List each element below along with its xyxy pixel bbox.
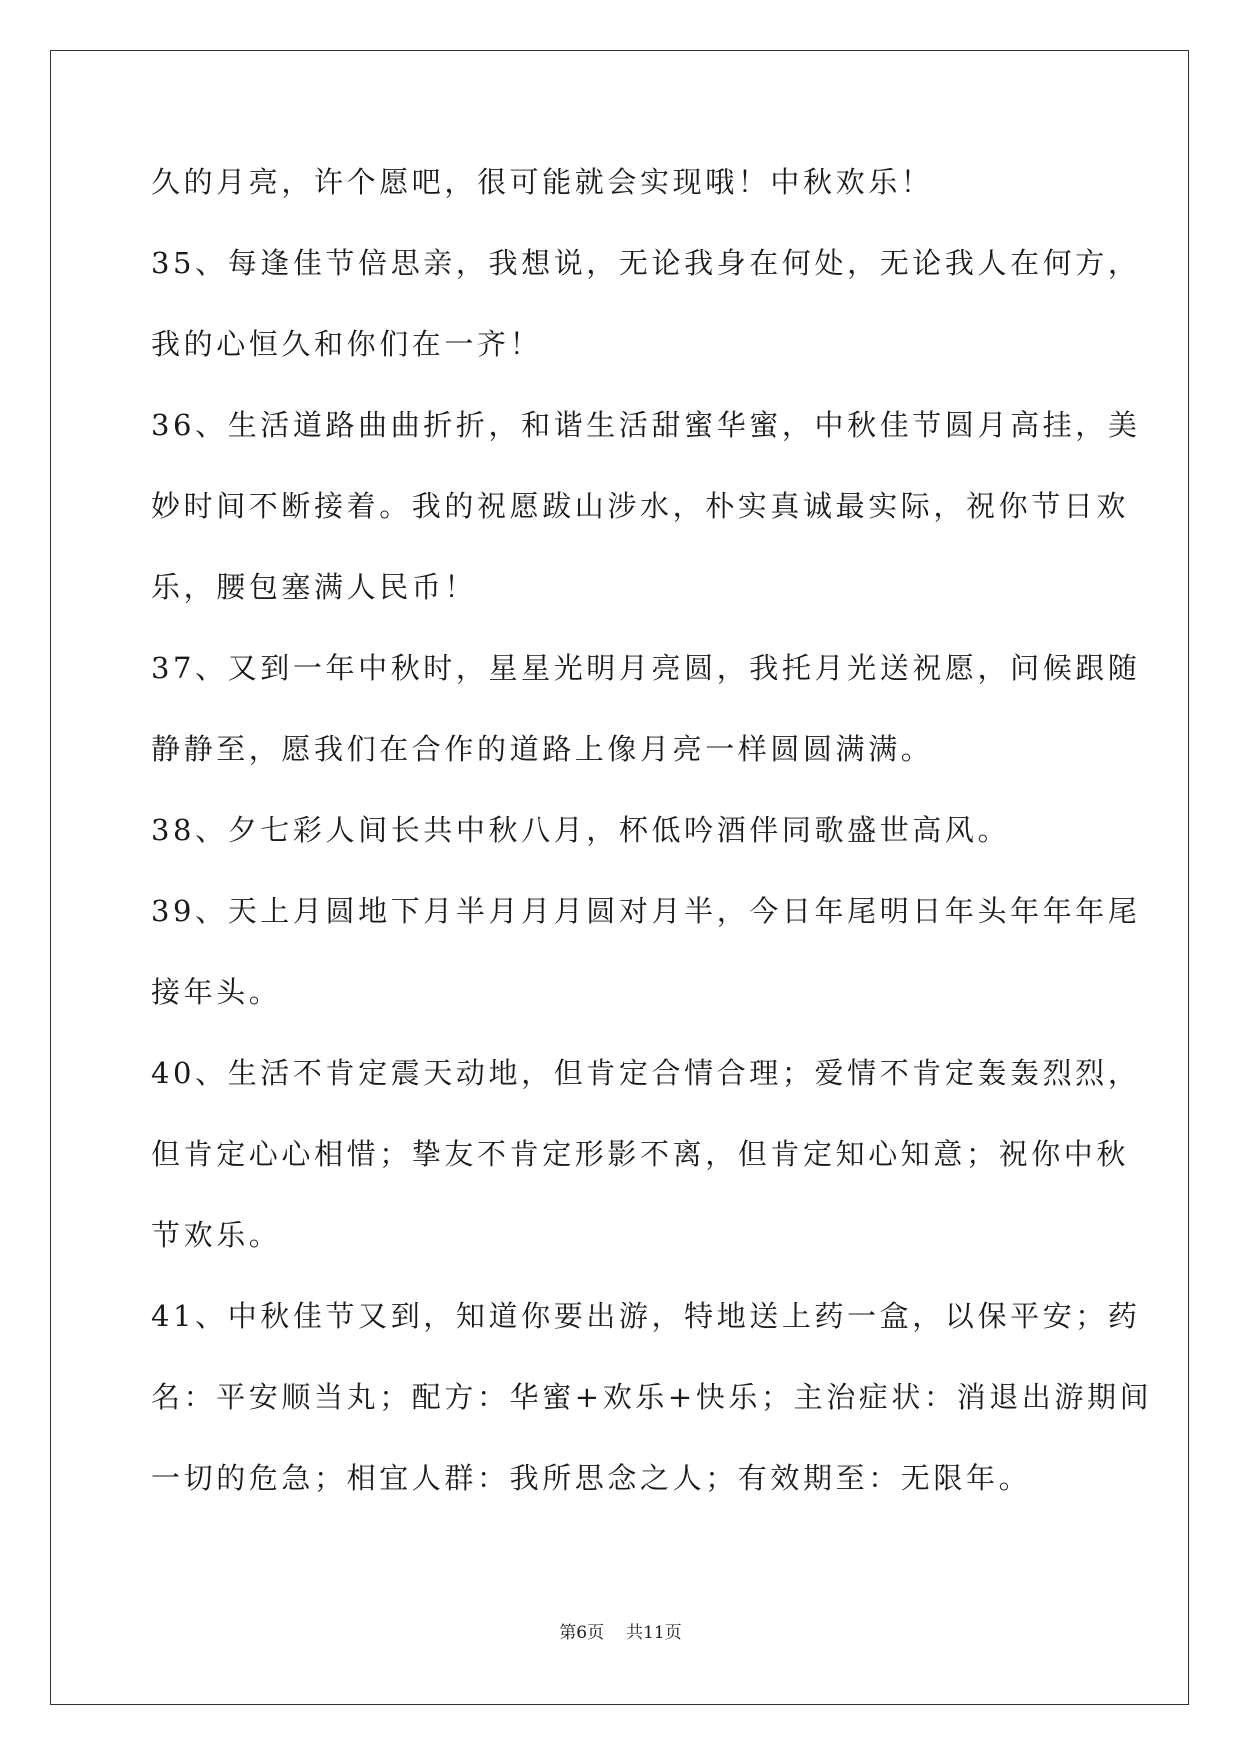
text-line: 但肯定心心相惜；挚友不肯定形影不离，但肯定知心知意；祝你中秋	[151, 1137, 1130, 1171]
page-footer	[0, 1618, 1241, 1643]
text-line: 一切的危急；相宜人群：我所思念之人；有效期至：无限年。	[151, 1461, 1032, 1495]
text-line: 38、夕七彩人间长共中秋八月，杯低吟酒伴同歌盛世高风。	[151, 813, 1011, 847]
text-line: 妙时间不断接着。我的祝愿跋山涉水，朴实真诚最实际，祝你节日欢	[151, 489, 1130, 523]
current-page-number: 第6页	[559, 1623, 605, 1643]
text-line: 我的心恒久和你们在一齐！	[151, 327, 543, 361]
text-line: 40、生活不肯定震天动地，但肯定合情合理；爱情不肯定轰轰烈烈，	[151, 1056, 1141, 1090]
text-line: 36、生活道路曲曲折折，和谐生活甜蜜华蜜，中秋佳节圆月高挂，美	[151, 408, 1141, 442]
text-line: 乐，腰包塞满人民币！	[151, 570, 478, 604]
text-line: 39、天上月圆地下月半月月月圆对月半，今日年尾明日年头年年年尾	[151, 894, 1141, 928]
text-line: 节欢乐。	[151, 1218, 282, 1252]
text-line: 37、又到一年中秋时，星星光明月亮圆，我托月光送祝愿，问候跟随	[151, 651, 1141, 685]
text-line: 35、每逢佳节倍思亲，我想说，无论我身在何处，无论我人在何方，	[151, 246, 1141, 280]
total-page-count: 共11页	[626, 1623, 682, 1643]
text-line: 久的月亮，许个愿吧，很可能就会实现哦！中秋欢乐！	[151, 165, 934, 199]
text-line: 接年头。	[151, 975, 282, 1009]
text-line: 41、中秋佳节又到，知道你要出游，特地送上药一盒，以保平安；药	[151, 1299, 1141, 1333]
document-body	[151, 162, 1153, 1539]
text-line: 名：平安顺当丸；配方：华蜜+欢乐+快乐；主治症状：消退出游期间	[151, 1380, 1153, 1414]
text-line: 静静至，愿我们在合作的道路上像月亮一样圆圆满满。	[151, 732, 934, 766]
